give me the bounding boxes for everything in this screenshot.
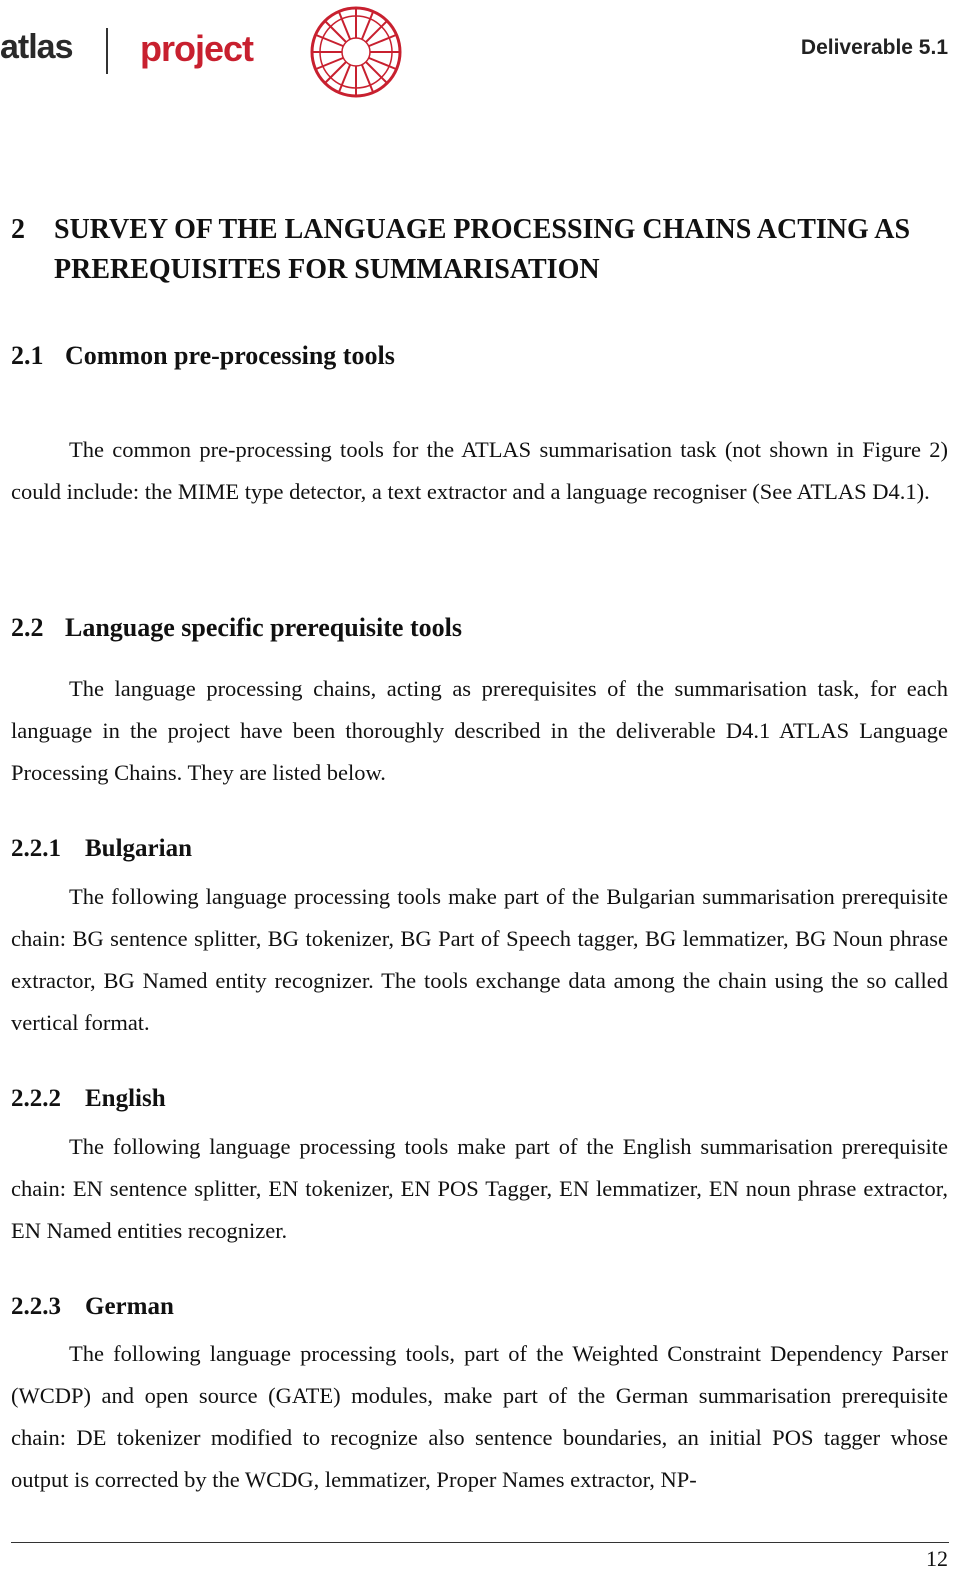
subsubsection-number: 2.2.1	[11, 835, 61, 862]
section-number: 2	[11, 214, 25, 245]
seal-icon	[308, 4, 404, 100]
project-logo: project	[140, 28, 254, 69]
subsection-number: 2.1	[11, 341, 44, 370]
subsection-title: Common pre-processing tools	[65, 341, 395, 370]
paragraph: The common pre-processing tools for the ATLAS summarisation task (not shown in Figure 2) could include: the MIME type detector, a text extractor and a language recogniser (See ATLAS D4.1).	[11, 437, 948, 504]
section-heading	[11, 210, 949, 290]
subsubsection-heading	[11, 833, 192, 865]
paragraph: The following language processing tools make part of the Bulgarian summarisation prerequisite chain: BG sentence splitter, BG tokenizer, BG Part of Speech tagger, BG lemmatizer, BG Noun phrase extractor, BG Named entity recognizer. The tools exchange data among the chain using the so called vertical format.	[11, 884, 948, 1035]
footer-divider	[11, 1542, 949, 1543]
atlas-logo: atlas	[0, 28, 73, 66]
subsubsection-title: Bulgarian	[85, 835, 192, 862]
section-title: SURVEY OF THE LANGUAGE PROCESSING CHAINS ACTING AS PREREQUISITES FOR SUMMARISATION	[54, 214, 911, 285]
deliverable-label: Deliverable 5.1	[800, 36, 948, 59]
subsection-title: Language specific prerequisite tools	[65, 613, 462, 642]
page-number: 12	[926, 1546, 948, 1571]
paragraph: The following language processing tools, part of the Weighted Constraint Dependency Parser (WCDP) and open source (GATE) modules, make part of the German summarisation prerequisite chain: DE tokenizer modified to recognize also sentence boundaries, an initial POS tagger whose output is corrected by the WCDG, lemmatizer, Proper Names extractor, NP-	[11, 1341, 948, 1492]
subsection-number: 2.2	[11, 613, 44, 642]
subsubsection-heading	[11, 1083, 166, 1115]
page-header	[0, 0, 960, 110]
subsubsection-heading	[11, 1291, 174, 1323]
paragraph: The language processing chains, acting as prerequisites of the summarisation task, for each language in the project have been thoroughly described in the deliverable D4.1 ATLAS Language Processing Chains. They are listed below.	[11, 676, 948, 785]
paragraph: The following language processing tools make part of the English summarisation prerequisite chain: EN sentence splitter, EN tokenizer, EN POS Tagger, EN lemmatizer, EN noun phrase extractor, EN Named entities recognizer.	[11, 1134, 948, 1243]
subsubsection-title: English	[85, 1085, 166, 1112]
subsubsection-title: German	[85, 1293, 174, 1320]
subsection-heading	[11, 339, 395, 373]
subsection-heading	[11, 611, 462, 645]
subsubsection-number: 2.2.2	[11, 1085, 61, 1112]
logo-divider	[106, 28, 108, 74]
subsubsection-number: 2.2.3	[11, 1293, 61, 1320]
